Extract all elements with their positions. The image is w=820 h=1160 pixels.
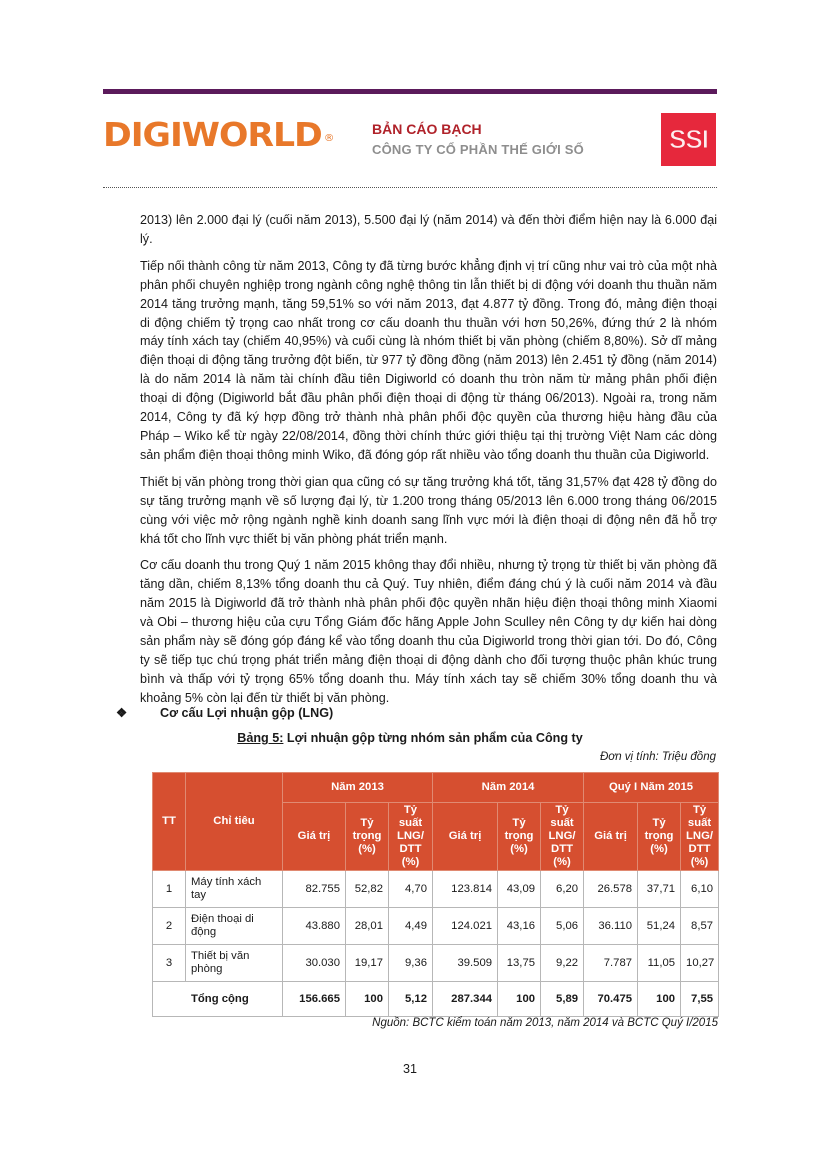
table-caption-label: Bảng 5: [237,731,284,745]
header-share: Tỷ trọng (%) [638,803,681,871]
table-source: Nguồn: BCTC kiểm toán năm 2013, năm 2014 và BCTC Quý I/2015 [372,1017,718,1029]
cell-margin-2013: 4,49 [389,908,433,945]
header-margin: Tỷ suất LNG/ DTT (%) [389,803,433,871]
cell-total-margin-2014: 5,89 [541,982,584,1017]
cell-total-margin-2013: 5,12 [389,982,433,1017]
cell-share-2015: 37,71 [638,871,681,908]
diamond-bullet-icon: ❖ [116,706,128,720]
table-caption [0,731,820,745]
section-heading [116,705,333,720]
paragraph: Thiết bị văn phòng trong thời gian qua cũng có sự tăng trưởng khá tốt, tăng 31,57% đạt 428 tỷ đồng do sự tăng trưởng mạnh về số lượng đại lý, từ 1.200 trong tháng 05/2013 lên 6.000 trong tháng 06/2015 cùng với việc mở rộng ngành nghề kinh doanh sang lĩnh vực mới là điện thoại di động nên đã hỗ trợ khá tốt cho lĩnh vực thiết bị văn phòng phát triển mạnh. [140,474,717,546]
header-share: Tỷ trọng (%) [498,803,541,871]
header-value: Giá trị [283,803,346,871]
cell-share-2013: 52,82 [346,871,389,908]
header-value: Giá trị [433,803,498,871]
paragraph: Cơ cấu doanh thu trong Quý 1 năm 2015 không thay đổi nhiều, nhưng tỷ trọng từ thiết bị văn phòng đã tăng dần, chiếm 8,13% tổng doanh thu cả Quý. Tuy nhiên, điểm đáng chú ý là cuối năm 2014 và đầu năm 2015 là Digiworld đã trở thành nhà phân phối độc quyền nhãn hiệu điện thoại thông minh Xiaomi và Obi – thương hiệu của cựu Tổng Giám đốc hãng Apple John Sculley nên Công ty dự kiến hai dòng sản phẩm này sẽ đóng góp đáng kể vào tổng doanh thu của Digiworld trong thời gian tới. Do đó, Công ty sẽ tiếp tục chú trọng phát triển mảng điện thoại di động dành cho đối tượng thuộc phân khúc trung bình và thấp với tỷ trọng 65% tổng doanh thu. Máy tính xách tay sẽ chiếm 30% tổng doanh thu và khoảng 5% còn lại đến từ thiết bị văn phòng. [140,558,717,705]
gross-profit-table [152,772,719,1017]
cell-item: Điện thoại di động [186,908,283,945]
table-row [153,871,719,908]
cell-margin-2015: 10,27 [681,945,719,982]
header-tt: TT [153,773,186,871]
cell-value-2013: 30.030 [283,945,346,982]
cell-total-share-2015: 100 [638,982,681,1017]
cell-tt: 3 [153,945,186,982]
ssi-logo-text: SSI [669,124,708,154]
cell-margin-2013: 9,36 [389,945,433,982]
header-margin: Tỷ suất LNG/ DTT (%) [681,803,719,871]
cell-total-share-2014: 100 [498,982,541,1017]
header-group-2014: Năm 2014 [433,773,584,803]
header-group-q1-2015: Quý I Năm 2015 [584,773,719,803]
paragraph: 2013) lên 2.000 đại lý (cuối năm 2013), 5.500 đại lý (năm 2014) và đến thời điểm hiện nay là 6.000 đại lý. [140,213,717,246]
table-unit: Đơn vị tính: Triệu đồng [599,751,716,763]
table-row [153,945,719,982]
section-heading-text: Cơ cấu Lợi nhuận gộp (LNG) [160,706,334,720]
cell-value-2015: 36.110 [584,908,638,945]
header-group-2013: Năm 2013 [283,773,433,803]
header-item: Chỉ tiêu [186,773,283,871]
header-share: Tỷ trọng (%) [346,803,389,871]
cell-total-value-2015: 70.475 [584,982,638,1017]
registered-mark: ® [323,133,334,144]
cell-margin-2015: 8,57 [681,908,719,945]
cell-total-value-2013: 156.665 [283,982,346,1017]
paragraph: Tiếp nối thành công từ năm 2013, Công ty đã từng bước khẳng định vị trí cũng như vai trò của một nhà phân phối chuyên nghiệp trong ngành công nghệ thông tin lẫn thiết bị di động với doanh thu thuần năm 2014 tăng trưởng mạnh, tăng 59,51% so với năm 2013, đạt 4.877 tỷ đồng. Trong đó, mảng điện thoại di động chiếm tỷ trọng cao nhất trong cơ cấu doanh thu thuần với hơn 50,26%, đứng thứ 2 là nhóm máy tính xách tay (chiếm 40,95%) và cuối cùng là nhóm thiết bị văn phòng (chiếm 8,80%). Sở dĩ mảng điện thoại di động tăng trưởng đột biến, từ 977 tỷ đồng đồng (năm 2013) lên 2.451 tỷ đồng (năm 2014) là do năm 2014 là năm tài chính đầu tiên Digiworld có doanh thu tròn năm từ mảng phân phối điện thoại di động (Digiworld bắt đầu phân phối điện thoại di động từ tháng 06/2013). Ngoài ra, trong năm 2014, Công ty đã ký hợp đồng trở thành nhà phân phối độc quyền của thương hiệu hàng đầu của Pháp – Wiko kể từ ngày 22/08/2014, đồng thời chính thức giới thiệu tại thị trường Việt Nam các dòng sản phẩm điện thoại thông minh Wiko, đã đóng góp rất nhiều vào tổng doanh thu thuần của Digiworld. [140,258,717,462]
cell-margin-2014: 6,20 [541,871,584,908]
cell-share-2015: 11,05 [638,945,681,982]
document-title: BẢN CÁO BẠCH [372,121,482,137]
cell-share-2015: 51,24 [638,908,681,945]
cell-item: Máy tính xách tay [186,871,283,908]
cell-value-2013: 82.755 [283,871,346,908]
table-total-row [153,982,719,1017]
header-value: Giá trị [584,803,638,871]
table-caption-text: Lợi nhuận gộp từng nhóm sản phẩm của Công ty [283,731,583,745]
cell-item: Thiết bị văn phòng [186,945,283,982]
body-text [140,211,717,716]
ssi-logo [661,113,716,166]
page-number: 31 [402,1062,417,1076]
cell-value-2014: 124.021 [433,908,498,945]
cell-tt: 1 [153,871,186,908]
header-margin: Tỷ suất LNG/ DTT (%) [541,803,584,871]
cell-total-margin-2015: 7,55 [681,982,719,1017]
cell-margin-2015: 6,10 [681,871,719,908]
logo-text: DIGIWORLD [103,115,322,154]
cell-margin-2013: 4,70 [389,871,433,908]
cell-value-2014: 39.509 [433,945,498,982]
company-name: CÔNG TY CỔ PHẦN THẾ GIỚI SỐ [372,142,584,157]
cell-share-2014: 43,16 [498,908,541,945]
cell-value-2015: 26.578 [584,871,638,908]
cell-value-2013: 43.880 [283,908,346,945]
cell-share-2014: 43,09 [498,871,541,908]
header-divider [103,187,717,188]
cell-value-2015: 7.787 [584,945,638,982]
cell-total-share-2013: 100 [346,982,389,1017]
cell-total-value-2014: 287.344 [433,982,498,1017]
table-row [153,908,719,945]
header-top-bar [103,89,717,94]
cell-share-2013: 19,17 [346,945,389,982]
cell-share-2013: 28,01 [346,908,389,945]
cell-margin-2014: 5,06 [541,908,584,945]
cell-share-2014: 13,75 [498,945,541,982]
cell-margin-2014: 9,22 [541,945,584,982]
cell-value-2014: 123.814 [433,871,498,908]
cell-total-label: Tổng cộng [153,982,283,1017]
cell-tt: 2 [153,908,186,945]
digiworld-logo [103,117,333,153]
